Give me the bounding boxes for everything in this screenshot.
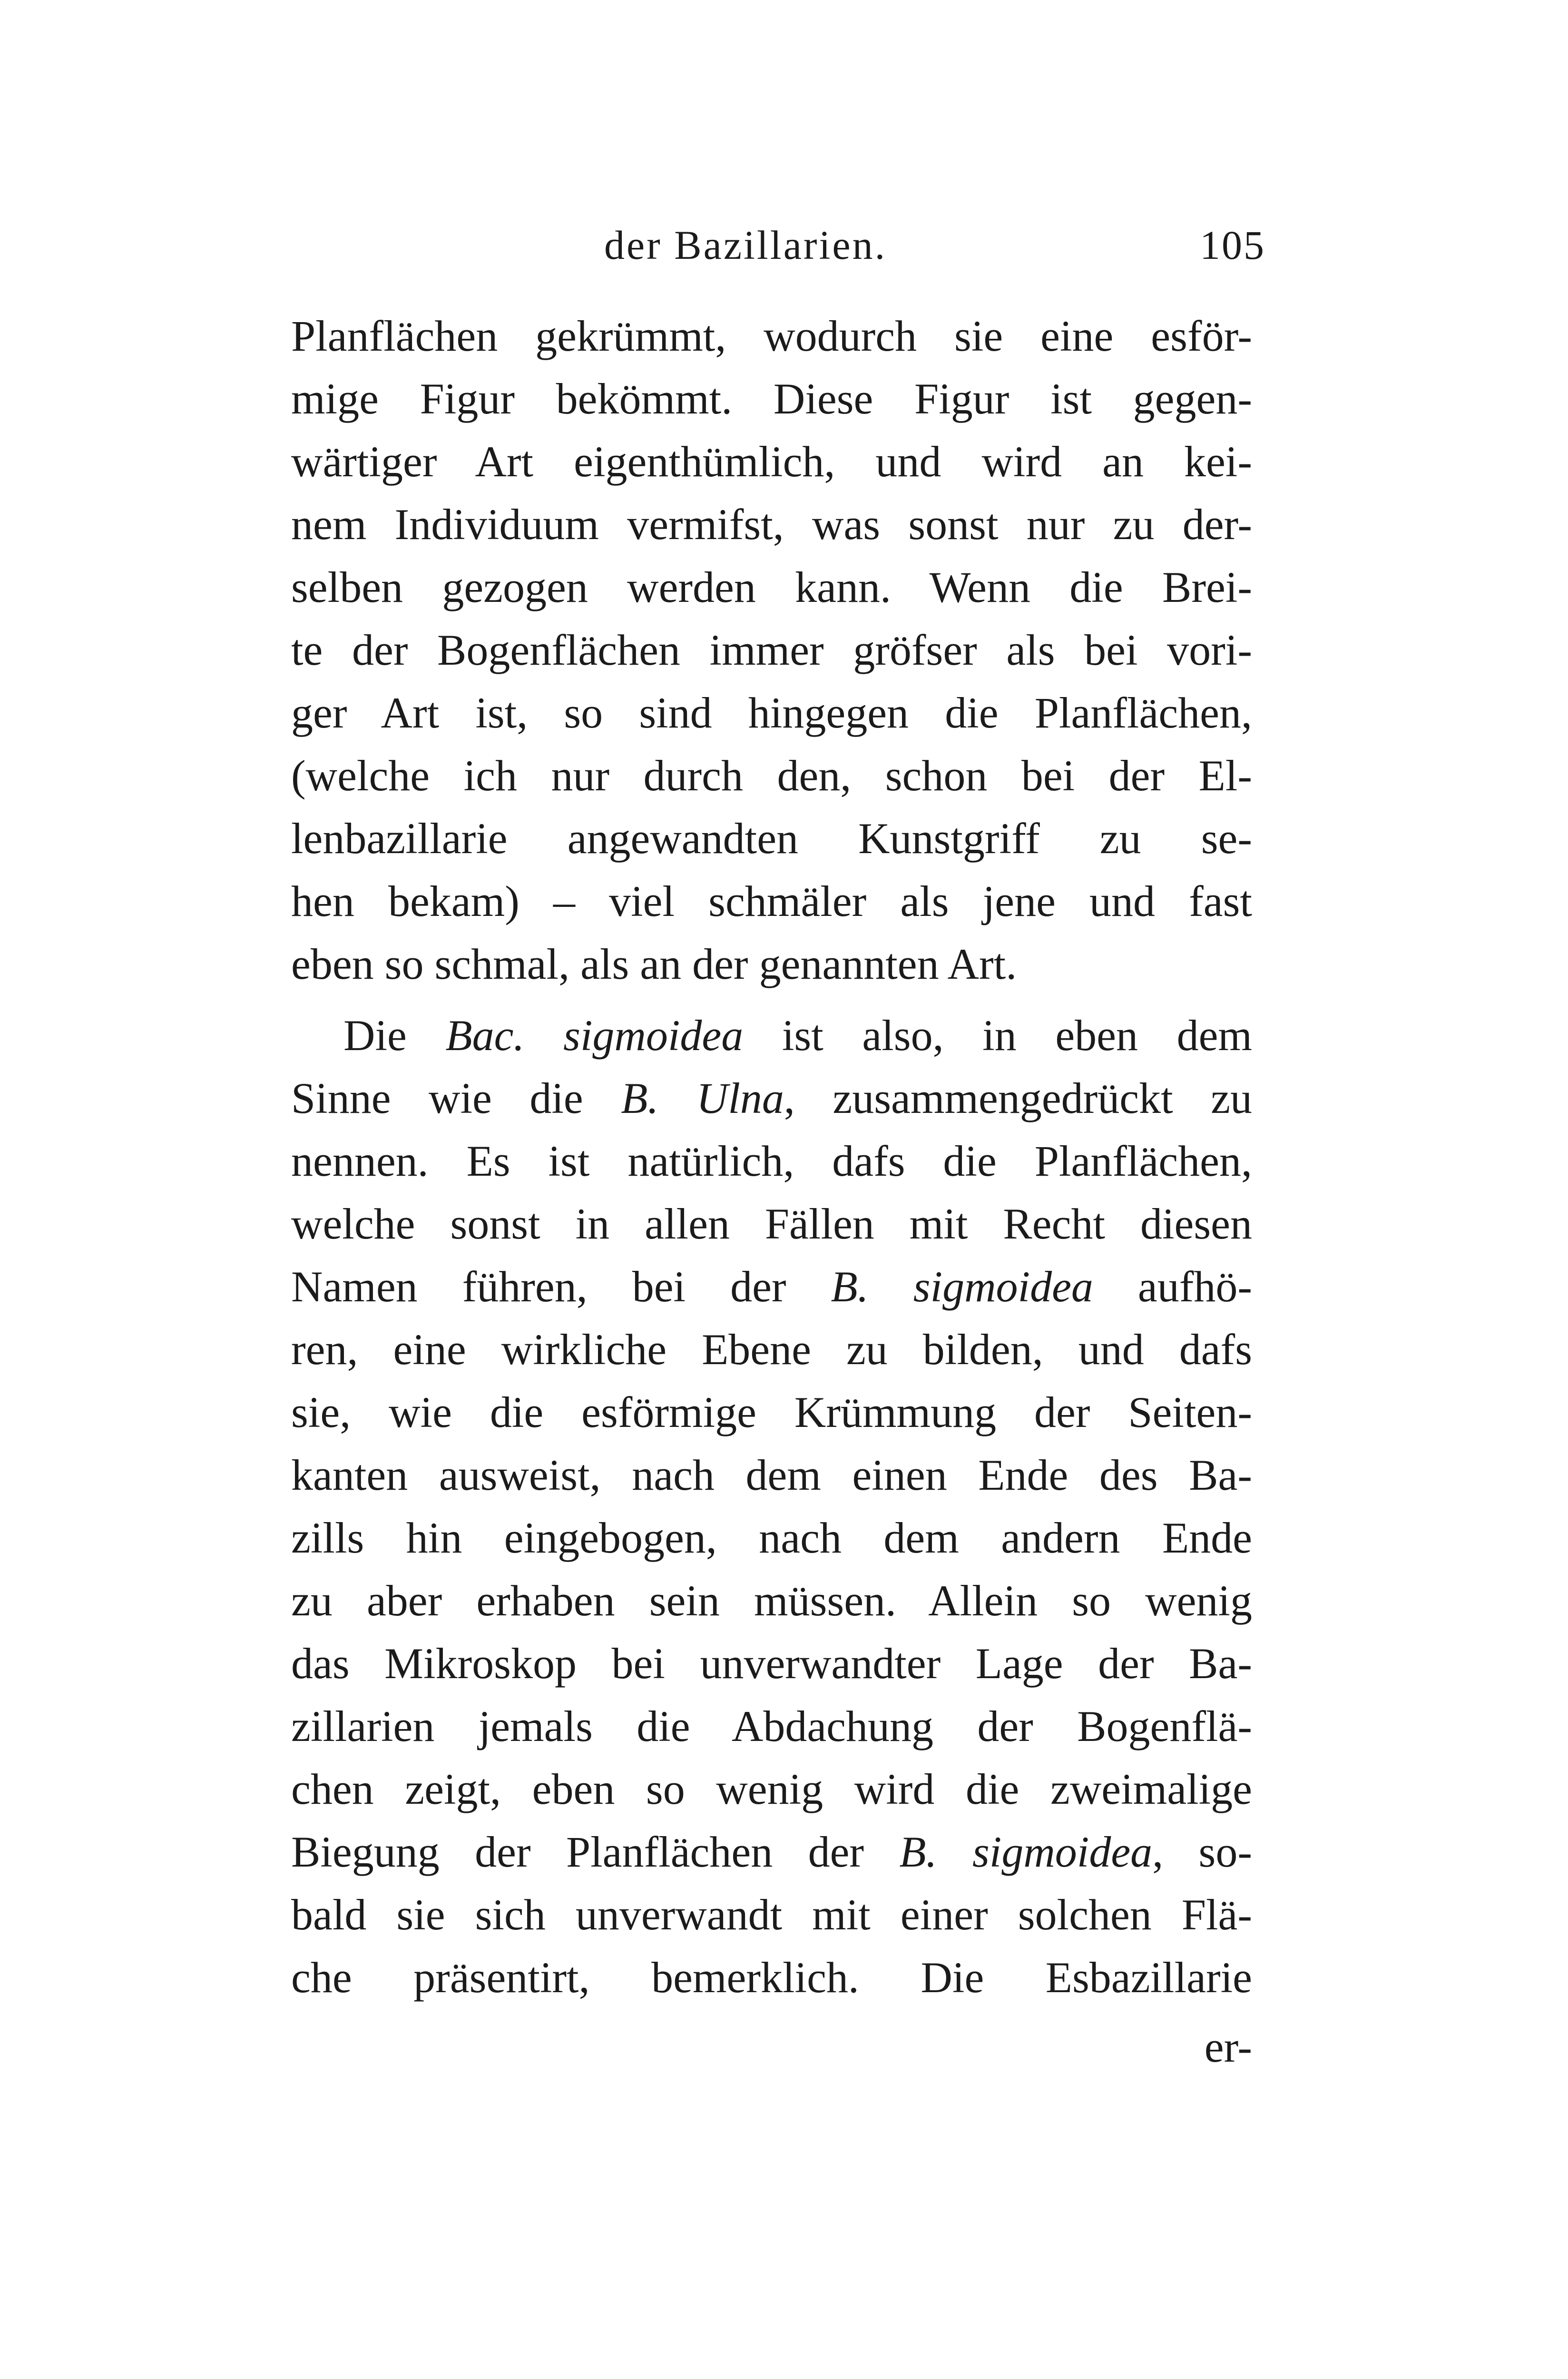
text-run: Die bbox=[343, 1011, 446, 1060]
page-header bbox=[604, 219, 1265, 271]
text-run: Sinne wie die bbox=[291, 1074, 621, 1122]
text-line: selben gezogen werden kann. Wenn die Brei- bbox=[291, 563, 1252, 611]
text-run: Biegung der Planflächen der bbox=[291, 1828, 900, 1876]
text-line: te der Bogenflächen immer gröfser als bei vori- bbox=[291, 626, 1252, 674]
text-line bbox=[291, 1255, 1252, 1318]
paragraph-1 bbox=[291, 305, 1252, 995]
species-name: B. sigmoidea bbox=[899, 1828, 1153, 1876]
text-line bbox=[291, 1067, 1252, 1130]
page-number: 105 bbox=[1200, 222, 1265, 268]
running-head: der Bazillarien. bbox=[604, 222, 887, 268]
text-line: che präsentirt, bemerklich. Die Esbazillarie bbox=[291, 1953, 1252, 2002]
text-run: Namen führen, bei der bbox=[291, 1262, 831, 1311]
text-line: nennen. Es ist natürlich, dafs die Planflächen, bbox=[291, 1137, 1252, 1185]
text-line: (welche ich nur durch den, schon bei der El- bbox=[291, 751, 1252, 800]
text-line: lenbazillarie angewandten Kunstgriff zu se- bbox=[291, 814, 1252, 863]
text-line: wärtiger Art eigenthümlich, und wird an kei- bbox=[291, 437, 1252, 486]
catchword: er- bbox=[1204, 2023, 1252, 2071]
text-line: eben so schmal, als an der genannten Art. bbox=[291, 940, 1017, 988]
species-name: B. sigmoidea bbox=[831, 1262, 1093, 1311]
text-line: sie, wie die esförmige Krümmung der Seiten- bbox=[291, 1388, 1252, 1436]
text-line: mige Figur bekömmt. Diese Figur ist gegen- bbox=[291, 374, 1252, 423]
text-line: das Mikroskop bei unverwandter Lage der Ba- bbox=[291, 1639, 1252, 1688]
text-line: ger Art ist, so sind hingegen die Planflächen, bbox=[291, 688, 1252, 737]
text-line: welche sonst in allen Fällen mit Recht diesen bbox=[291, 1199, 1252, 1248]
text-line bbox=[291, 1004, 1252, 1067]
text-line: zills hin eingebogen, nach dem andern Ende bbox=[291, 1514, 1252, 1562]
body-text bbox=[291, 305, 1252, 2078]
paragraph-gap bbox=[291, 995, 1252, 1004]
text-line: hen bekam) – viel schmäler als jene und fast bbox=[291, 877, 1252, 925]
text-line bbox=[291, 1820, 1252, 1883]
text-run: ist also, in eben dem bbox=[743, 1011, 1252, 1060]
text-run: , zusammengedrückt zu bbox=[784, 1074, 1253, 1122]
text-line: zu aber erhaben sein müssen. Allein so wenig bbox=[291, 1576, 1252, 1625]
text-line: bald sie sich unverwandt mit einer solchen Flä- bbox=[291, 1890, 1252, 1939]
text-line: kanten ausweist, nach dem einen Ende des Ba- bbox=[291, 1451, 1252, 1499]
paragraph-2 bbox=[291, 1004, 1252, 2009]
text-line: ren, eine wirkliche Ebene zu bilden, und dafs bbox=[291, 1325, 1252, 1374]
text-line: Planflächen gekrümmt, wodurch sie eine esför- bbox=[291, 312, 1252, 360]
species-name: Bac. sigmoidea bbox=[445, 1011, 744, 1060]
text-run: aufhö- bbox=[1093, 1262, 1253, 1311]
text-line: zillarien jemals die Abdachung der Bogenflä- bbox=[291, 1702, 1252, 1750]
text-line: chen zeigt, eben so wenig wird die zweimalige bbox=[291, 1765, 1252, 1813]
text-line: nem Individuum vermifst, was sonst nur zu der- bbox=[291, 500, 1252, 549]
text-run: , so- bbox=[1152, 1828, 1252, 1876]
species-name: B. Ulna bbox=[621, 1074, 784, 1122]
